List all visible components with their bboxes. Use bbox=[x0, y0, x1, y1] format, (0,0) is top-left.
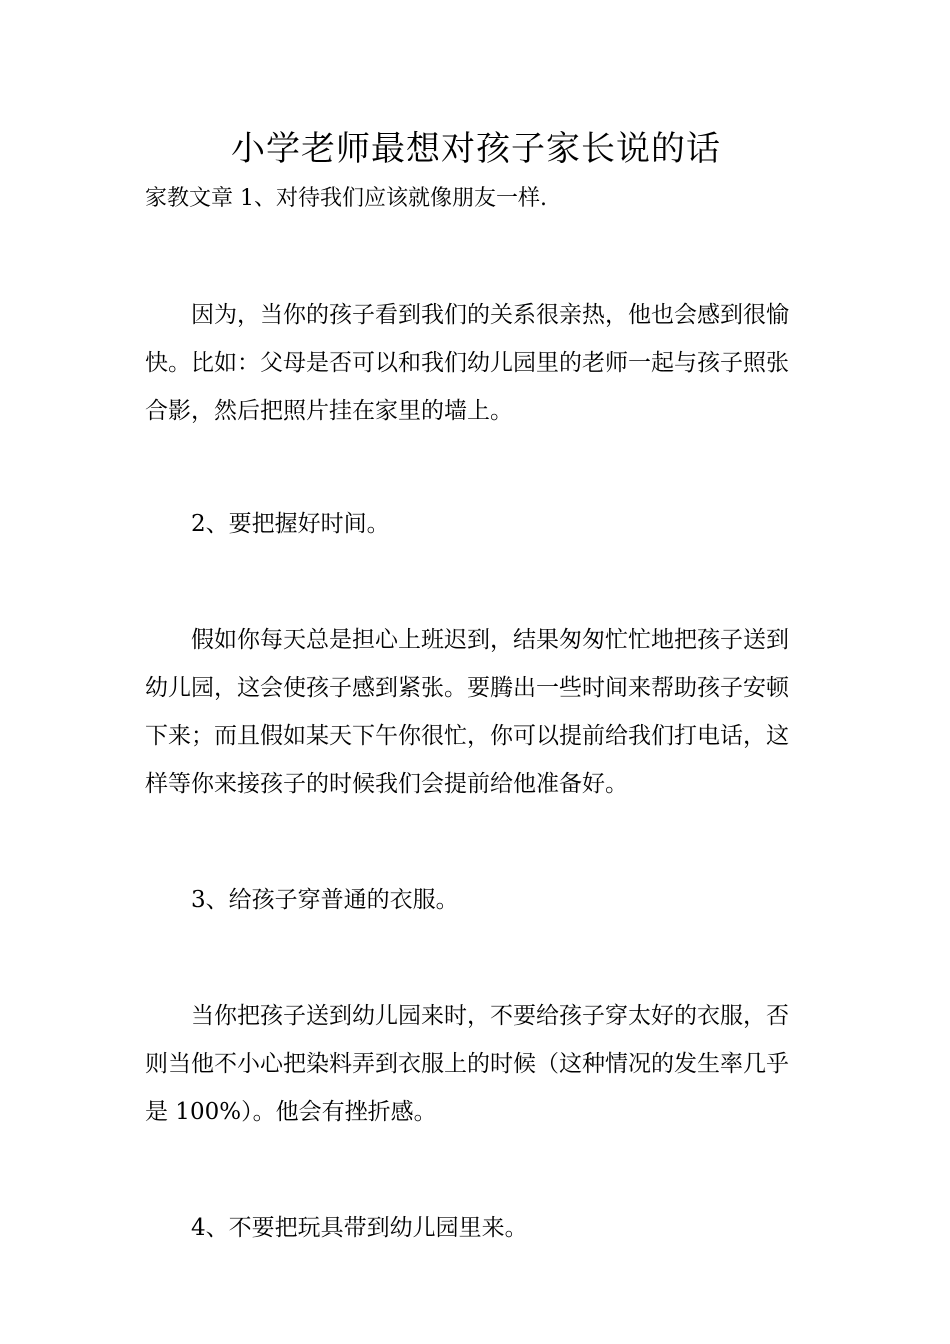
document-title: 小学老师最想对孩子家长说的话 bbox=[231, 129, 721, 169]
document-page bbox=[145, 124, 807, 1252]
paragraph-2: 假如你每天总是担心上班迟到，结果匆匆忙忙地把孩子送到幼儿园，这会使孩子感到紧张。要腾出一些时间来帮助孩子安顿下来；而且假如某天下午你很忙，你可以提前给我们打电话，这样等你来接孩子的时候我们会提前给他准备好。 bbox=[145, 627, 789, 797]
document-subtitle: 家教文章 1、对待我们应该就像朋友一样. bbox=[145, 186, 547, 211]
paragraph-1: 因为，当你的孩子看到我们的关系很亲热，他也会感到很愉快。比如：父母是否可以和我们幼儿园里的老师一起与孩子照张合影，然后把照片挂在家里的墙上。 bbox=[145, 302, 789, 424]
paragraph-3: 当你把孩子送到幼儿园来时，不要给孩子穿太好的衣服，否则当他不小心把染料弄到衣服上的时候（这种情况的发生率几乎是 100%）。他会有挫折感。 bbox=[145, 1003, 789, 1125]
section-heading-2: 2、要把握好时间。 bbox=[191, 511, 390, 537]
section-heading-4: 4、不要把玩具带到幼儿园里来。 bbox=[191, 1215, 528, 1241]
section-heading-3: 3、给孩子穿普通的衣服。 bbox=[191, 887, 459, 913]
